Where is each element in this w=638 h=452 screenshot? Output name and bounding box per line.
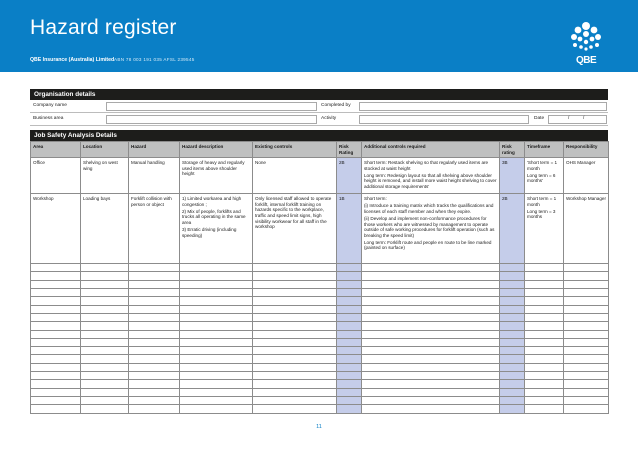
empty-cell[interactable] — [500, 272, 525, 280]
col-additional-controls: Additional controls required — [362, 142, 500, 158]
empty-cell[interactable] — [500, 363, 525, 371]
empty-cell[interactable] — [564, 338, 609, 346]
empty-table-row — [31, 388, 609, 396]
empty-cell[interactable] — [362, 372, 500, 380]
col-location: Location — [81, 142, 129, 158]
abn-text: ABN 78 003 191 035 AFSL 239545 — [114, 57, 195, 62]
table-row — [31, 194, 609, 264]
empty-cell[interactable] — [253, 289, 337, 297]
date-slash-2: / — [583, 116, 585, 121]
empty-cell[interactable] — [525, 280, 564, 288]
cell-risk2: 3B — [500, 158, 525, 194]
empty-cell[interactable] — [31, 347, 81, 355]
empty-cell[interactable] — [362, 396, 500, 404]
empty-rows — [31, 264, 609, 413]
empty-cell[interactable] — [564, 264, 609, 272]
empty-cell[interactable] — [180, 289, 253, 297]
col-hazard-description: Hazard description — [180, 142, 253, 158]
col-timeframe: Timeframe — [525, 142, 564, 158]
empty-cell[interactable] — [337, 305, 362, 313]
empty-cell[interactable] — [500, 313, 525, 321]
empty-cell[interactable] — [337, 396, 362, 404]
empty-cell[interactable] — [31, 280, 81, 288]
empty-cell[interactable] — [525, 396, 564, 404]
table-header-row — [31, 142, 609, 158]
empty-cell[interactable] — [337, 264, 362, 272]
empty-cell[interactable] — [500, 396, 525, 404]
empty-cell[interactable] — [253, 338, 337, 346]
empty-cell[interactable] — [81, 322, 129, 330]
cell-hazard: Forklift collision with person or object — [129, 194, 180, 264]
description-line: 2) Mix of people, forklifts and trucks all operating in the same area — [182, 208, 246, 226]
empty-cell[interactable] — [500, 347, 525, 355]
col-existing-controls: Existing controls — [253, 142, 337, 158]
empty-cell[interactable] — [180, 305, 253, 313]
empty-cell[interactable] — [564, 330, 609, 338]
org-heading: Organisation details — [30, 89, 608, 100]
business-area-field[interactable] — [106, 115, 317, 124]
empty-cell[interactable] — [31, 264, 81, 272]
cell-responsibility: Workshop Manager — [564, 194, 609, 264]
empty-table-row — [31, 272, 609, 280]
empty-cell[interactable] — [564, 272, 609, 280]
empty-cell[interactable] — [253, 372, 337, 380]
empty-cell[interactable] — [337, 338, 362, 346]
col-risk-rating: Risk Rating — [337, 142, 362, 158]
empty-cell[interactable] — [362, 347, 500, 355]
empty-table-row — [31, 264, 609, 272]
empty-cell[interactable] — [31, 380, 81, 388]
empty-cell[interactable] — [81, 355, 129, 363]
empty-cell[interactable] — [31, 338, 81, 346]
empty-cell[interactable] — [362, 289, 500, 297]
empty-cell[interactable] — [337, 272, 362, 280]
empty-cell[interactable] — [31, 289, 81, 297]
empty-cell[interactable] — [337, 313, 362, 321]
cell-timeframe — [525, 194, 564, 264]
empty-cell[interactable] — [253, 305, 337, 313]
page-title: Hazard register — [30, 16, 177, 39]
date-field[interactable] — [548, 115, 607, 124]
empty-cell[interactable] — [564, 322, 609, 330]
empty-table-row — [31, 372, 609, 380]
empty-table-row — [31, 338, 609, 346]
empty-cell[interactable] — [180, 297, 253, 305]
empty-cell[interactable] — [180, 363, 253, 371]
empty-cell[interactable] — [129, 330, 180, 338]
empty-cell[interactable] — [500, 380, 525, 388]
empty-cell[interactable] — [525, 264, 564, 272]
activity-field[interactable] — [359, 115, 529, 124]
empty-cell[interactable] — [525, 297, 564, 305]
empty-cell[interactable] — [525, 289, 564, 297]
empty-cell[interactable] — [362, 280, 500, 288]
empty-cell[interactable] — [81, 330, 129, 338]
organisation-details — [30, 89, 608, 126]
empty-cell[interactable] — [337, 347, 362, 355]
empty-cell[interactable] — [81, 280, 129, 288]
empty-cell[interactable] — [81, 313, 129, 321]
empty-cell[interactable] — [525, 355, 564, 363]
empty-table-row — [31, 355, 609, 363]
empty-cell[interactable] — [500, 297, 525, 305]
empty-cell[interactable] — [337, 330, 362, 338]
empty-cell[interactable] — [564, 297, 609, 305]
empty-cell[interactable] — [81, 297, 129, 305]
timeframe-line: Long term = 3 months — [527, 208, 556, 220]
cell-additional — [362, 194, 500, 264]
empty-cell[interactable] — [564, 289, 609, 297]
empty-cell[interactable] — [500, 305, 525, 313]
cell-description: Storage of heavy and regularly used items above shoulder height — [180, 158, 253, 194]
empty-cell[interactable] — [129, 280, 180, 288]
empty-table-row — [31, 347, 609, 355]
cell-responsibility: OHS Manager — [564, 158, 609, 194]
empty-cell[interactable] — [129, 297, 180, 305]
empty-cell[interactable] — [362, 297, 500, 305]
empty-cell[interactable] — [180, 272, 253, 280]
empty-cell[interactable] — [500, 355, 525, 363]
additional-line: (i) Introduce a training matrix which tracks the qualifications and licenses of each staff member and when they expire. — [364, 203, 494, 214]
empty-cell[interactable] — [180, 388, 253, 396]
empty-cell[interactable] — [362, 272, 500, 280]
empty-cell[interactable] — [129, 322, 180, 330]
cell-location: Loading bays — [81, 194, 129, 264]
col-responsibility: Responsibility — [564, 142, 609, 158]
empty-cell[interactable] — [564, 355, 609, 363]
empty-cell[interactable] — [81, 305, 129, 313]
empty-cell[interactable] — [129, 380, 180, 388]
additional-line: Short term: — [364, 196, 387, 202]
empty-cell[interactable] — [525, 347, 564, 355]
empty-cell[interactable] — [129, 313, 180, 321]
empty-cell[interactable] — [129, 363, 180, 371]
empty-cell[interactable] — [81, 363, 129, 371]
empty-cell[interactable] — [362, 338, 500, 346]
empty-cell[interactable] — [31, 322, 81, 330]
additional-line: Long term: Forklift route and people en route to be line marked (painted on surface) — [364, 239, 492, 251]
empty-cell[interactable] — [253, 355, 337, 363]
empty-cell[interactable] — [564, 388, 609, 396]
timeframe-line: 'Short term = 1 month — [527, 160, 558, 171]
empty-cell[interactable] — [362, 305, 500, 313]
empty-cell[interactable] — [253, 363, 337, 371]
completed-by-field[interactable] — [359, 102, 607, 111]
empty-cell[interactable] — [129, 355, 180, 363]
empty-table-row — [31, 313, 609, 321]
empty-table-row — [31, 396, 609, 404]
empty-cell[interactable] — [362, 388, 500, 396]
empty-cell[interactable] — [525, 372, 564, 380]
logo-text: QBE — [576, 55, 597, 66]
empty-cell[interactable] — [500, 338, 525, 346]
empty-table-row — [31, 322, 609, 330]
empty-cell[interactable] — [564, 313, 609, 321]
empty-cell[interactable] — [81, 347, 129, 355]
jsa-heading: Job Safety Analysis Details — [30, 130, 608, 141]
empty-cell[interactable] — [525, 313, 564, 321]
empty-cell[interactable] — [253, 330, 337, 338]
empty-cell[interactable] — [337, 355, 362, 363]
empty-cell[interactable] — [81, 264, 129, 272]
company-name: QBE Insurance (Australia) Limited — [30, 57, 115, 63]
empty-cell[interactable] — [180, 338, 253, 346]
empty-cell[interactable] — [31, 313, 81, 321]
cell-location: Shelving on west wing — [81, 158, 129, 194]
empty-cell[interactable] — [81, 405, 129, 413]
empty-cell[interactable] — [525, 338, 564, 346]
empty-cell[interactable] — [129, 338, 180, 346]
empty-cell[interactable] — [81, 388, 129, 396]
empty-cell[interactable] — [564, 372, 609, 380]
empty-cell[interactable] — [81, 396, 129, 404]
empty-table-row — [31, 380, 609, 388]
empty-cell[interactable] — [180, 372, 253, 380]
empty-cell[interactable] — [81, 338, 129, 346]
empty-cell[interactable] — [253, 264, 337, 272]
empty-table-row — [31, 363, 609, 371]
empty-cell[interactable] — [253, 280, 337, 288]
empty-cell[interactable] — [362, 322, 500, 330]
empty-cell[interactable] — [129, 396, 180, 404]
empty-cell[interactable] — [129, 305, 180, 313]
empty-cell[interactable] — [129, 405, 180, 413]
empty-cell[interactable] — [337, 405, 362, 413]
cell-risk: 1B — [337, 194, 362, 264]
company-name-label: Company name — [33, 103, 67, 108]
page-header — [0, 0, 638, 72]
empty-cell[interactable] — [180, 264, 253, 272]
empty-cell[interactable] — [525, 388, 564, 396]
col-hazard: Hazard — [129, 142, 180, 158]
empty-cell[interactable] — [129, 347, 180, 355]
empty-cell[interactable] — [362, 363, 500, 371]
empty-cell[interactable] — [253, 313, 337, 321]
empty-cell[interactable] — [31, 297, 81, 305]
empty-cell[interactable] — [129, 289, 180, 297]
business-area-label: Business area — [33, 116, 64, 121]
empty-cell[interactable] — [337, 372, 362, 380]
cell-risk: 2B — [337, 158, 362, 194]
table-row — [31, 158, 609, 194]
empty-cell[interactable] — [129, 264, 180, 272]
description-line: 3) Erratic driving (including speeding) — [182, 227, 237, 238]
empty-cell[interactable] — [337, 280, 362, 288]
empty-cell[interactable] — [31, 363, 81, 371]
empty-cell[interactable] — [564, 280, 609, 288]
empty-cell[interactable] — [500, 405, 525, 413]
cell-risk2: 2B — [500, 194, 525, 264]
empty-cell[interactable] — [81, 372, 129, 380]
additional-line: Long term: Redesign layout so that all shelving above shoulder height is removed, and install more waist height shelving to cover additional storage requirements' — [364, 172, 497, 190]
empty-cell[interactable] — [180, 355, 253, 363]
empty-table-row — [31, 330, 609, 338]
empty-table-row — [31, 289, 609, 297]
empty-cell[interactable] — [180, 347, 253, 355]
org-row-2 — [30, 113, 608, 126]
empty-cell[interactable] — [337, 388, 362, 396]
empty-cell[interactable] — [564, 380, 609, 388]
col-risk-rating-2: Risk rating — [500, 142, 525, 158]
empty-cell[interactable] — [500, 330, 525, 338]
empty-cell[interactable] — [81, 289, 129, 297]
cell-hazard: Manual handling — [129, 158, 180, 194]
description-line: 1) Limited workarea and high congestion ; — [182, 196, 242, 207]
cell-area: Workshop — [31, 194, 81, 264]
empty-table-row — [31, 280, 609, 288]
empty-cell[interactable] — [81, 272, 129, 280]
empty-cell[interactable] — [362, 380, 500, 388]
empty-cell[interactable] — [525, 380, 564, 388]
date-slash-1: / — [568, 116, 570, 121]
cell-existing: Only licensed staff allowed to operate forklift, internal forklift training on hazards specific to the workplace, traffic and speed limit signs, high visibility workwear for all staff in the workshop — [253, 194, 337, 264]
empty-cell[interactable] — [500, 289, 525, 297]
empty-cell[interactable] — [564, 347, 609, 355]
empty-cell[interactable] — [180, 396, 253, 404]
empty-cell[interactable] — [129, 272, 180, 280]
col-area: Area — [31, 142, 81, 158]
empty-cell[interactable] — [81, 380, 129, 388]
timeframe-line: Short term = 1 month — [527, 196, 557, 207]
cell-timeframe — [525, 158, 564, 194]
empty-cell[interactable] — [180, 330, 253, 338]
empty-cell[interactable] — [500, 322, 525, 330]
empty-cell[interactable] — [31, 272, 81, 280]
empty-cell[interactable] — [253, 388, 337, 396]
activity-label: Activity — [321, 116, 337, 121]
empty-cell[interactable] — [253, 347, 337, 355]
empty-cell[interactable] — [564, 396, 609, 404]
company-name-field[interactable] — [106, 102, 317, 111]
empty-cell[interactable] — [525, 322, 564, 330]
empty-cell[interactable] — [337, 322, 362, 330]
empty-cell[interactable] — [564, 363, 609, 371]
empty-cell[interactable] — [362, 330, 500, 338]
empty-cell[interactable] — [362, 264, 500, 272]
hazard-table — [30, 141, 609, 414]
empty-cell[interactable] — [525, 363, 564, 371]
empty-cell[interactable] — [500, 388, 525, 396]
cell-existing: None — [253, 158, 337, 194]
empty-table-row — [31, 297, 609, 305]
empty-cell[interactable] — [337, 297, 362, 305]
additional-line: (ii) Develop and implement non-conformance procedures for those workers who are witnessed by management to operate outside of safe working procedures for forklift operation (such as breaking the speed limit) — [364, 215, 495, 238]
empty-cell[interactable] — [564, 305, 609, 313]
empty-cell[interactable] — [31, 388, 81, 396]
empty-cell[interactable] — [31, 405, 81, 413]
empty-cell[interactable] — [362, 313, 500, 321]
empty-cell[interactable] — [253, 380, 337, 388]
jsa-section — [30, 130, 608, 414]
empty-cell[interactable] — [253, 272, 337, 280]
empty-cell[interactable] — [525, 272, 564, 280]
cell-additional — [362, 158, 500, 194]
cell-area: Office — [31, 158, 81, 194]
empty-cell[interactable] — [525, 405, 564, 413]
empty-cell[interactable] — [337, 380, 362, 388]
empty-cell[interactable] — [31, 330, 81, 338]
empty-cell[interactable] — [564, 405, 609, 413]
date-label: Date — [534, 116, 545, 121]
empty-cell[interactable] — [337, 363, 362, 371]
empty-cell[interactable] — [500, 372, 525, 380]
empty-cell[interactable] — [362, 355, 500, 363]
completed-by-label: Completed by — [321, 103, 351, 108]
empty-cell[interactable] — [31, 372, 81, 380]
additional-line: Short term: Restack shelving so that regularly used items are stocked at waist height — [364, 160, 489, 171]
empty-table-row — [31, 405, 609, 413]
empty-cell[interactable] — [362, 405, 500, 413]
empty-cell[interactable] — [180, 380, 253, 388]
empty-cell[interactable] — [525, 330, 564, 338]
timeframe-line: Long term = 6 months' — [527, 172, 556, 184]
empty-cell[interactable] — [31, 305, 81, 313]
empty-table-row — [31, 305, 609, 313]
empty-cell[interactable] — [253, 297, 337, 305]
empty-cell[interactable] — [525, 305, 564, 313]
empty-cell[interactable] — [500, 264, 525, 272]
empty-cell[interactable] — [129, 372, 180, 380]
org-row-1 — [30, 100, 608, 113]
empty-cell[interactable] — [253, 405, 337, 413]
page-number: 11 — [316, 424, 322, 430]
empty-cell[interactable] — [500, 280, 525, 288]
empty-cell[interactable] — [129, 388, 180, 396]
empty-cell[interactable] — [180, 405, 253, 413]
empty-cell[interactable] — [180, 313, 253, 321]
empty-cell[interactable] — [180, 280, 253, 288]
empty-cell[interactable] — [253, 396, 337, 404]
cell-description — [180, 194, 253, 264]
empty-cell[interactable] — [180, 322, 253, 330]
empty-cell[interactable] — [31, 355, 81, 363]
empty-cell[interactable] — [253, 322, 337, 330]
empty-cell[interactable] — [31, 396, 81, 404]
empty-cell[interactable] — [337, 289, 362, 297]
